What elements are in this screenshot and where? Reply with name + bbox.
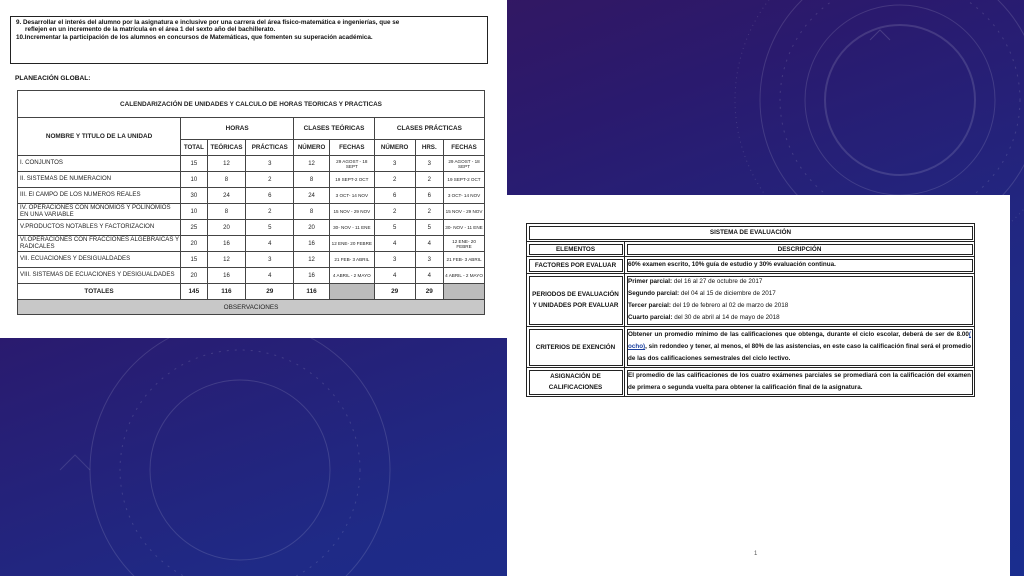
totals-hrs: 29 xyxy=(415,284,444,300)
unit-name: V.PRODUCTOS NOTABLES Y FACTORIZACION xyxy=(18,220,181,236)
cell-practicas: 4 xyxy=(246,268,294,284)
cell-numero-practicas: 2 xyxy=(374,172,415,188)
observaciones-label: OBSERVACIONES xyxy=(18,300,485,315)
header-numero: NÚMERO xyxy=(294,140,330,156)
periodo-name: Tercer parcial: xyxy=(628,302,671,309)
cell-total: 30 xyxy=(181,188,208,204)
unit-name: I. CONJUNTOS xyxy=(18,156,181,172)
cell-teoricas: 16 xyxy=(207,268,246,284)
cell-total: 15 xyxy=(181,252,208,268)
header-numero-practicas: NÚMERO xyxy=(374,140,415,156)
cell-fechas: 3 OCT- 14 NOV xyxy=(329,188,374,204)
evaluation-table xyxy=(526,223,975,397)
cell-practicas: 2 xyxy=(246,204,294,220)
unit-name: VII. ECUACIONES Y DESIGUALDADES xyxy=(18,252,181,268)
global-plan-label: PLANEACIÓN GLOBAL: xyxy=(15,75,91,82)
cell-fechas-practicas: 12 ENE- 20 FEBRE xyxy=(444,236,485,252)
cell-numero: 16 xyxy=(294,268,330,284)
header-practicas: PRÁCTICAS xyxy=(246,140,294,156)
totals-row xyxy=(18,284,485,300)
periodo-item xyxy=(628,288,971,300)
header-clases-teoricas: CLASES TEÓRICAS xyxy=(294,118,375,140)
cell-numero: 20 xyxy=(294,220,330,236)
table-row xyxy=(18,236,485,252)
cell-fechas-practicas: 4 ABRIL - 2 MAYO xyxy=(444,268,485,284)
page-number: 1 xyxy=(754,551,758,557)
totals-total: 145 xyxy=(181,284,208,300)
cell-fechas: 4 ABRIL - 2 MAYO xyxy=(329,268,374,284)
cell-total: 20 xyxy=(181,236,208,252)
cell-numero-practicas: 5 xyxy=(374,220,415,236)
table-row xyxy=(18,204,485,220)
cell-hrs: 6 xyxy=(415,188,444,204)
cell-teoricas: 24 xyxy=(207,188,246,204)
cell-practicas: 5 xyxy=(246,220,294,236)
criterios-text-a: Obtener un promedio mínimo de las calificaciones que obtenga, durante el ciclo escolar, deberá de ser de 8.00 xyxy=(628,331,969,338)
criterios-text-c: , sin redondeo y tener, al menos, el 80% de las asistencias, en este caso la calificación final será el promedio de las dos calificaciones semestrales del ciclo lectivo. xyxy=(628,343,972,362)
document-calendar xyxy=(0,0,507,338)
asignacion-label: ASIGNACIÓN DE CALIFICACIONES xyxy=(527,368,625,397)
periodo-dates: del 30 de abril al 14 de mayo de 2018 xyxy=(672,314,780,321)
cell-total: 20 xyxy=(181,268,208,284)
periodo-name: Cuarto parcial: xyxy=(628,314,673,321)
cell-total: 10 xyxy=(181,172,208,188)
cell-fechas: 21 FEB- 3 ABRIL xyxy=(329,252,374,268)
cell-fechas: 19 SEPT-2 OCT xyxy=(329,172,374,188)
header-total: TOTAL xyxy=(181,140,208,156)
totals-numero-practicas: 29 xyxy=(374,284,415,300)
cell-hrs: 3 xyxy=(415,252,444,268)
unit-name: VIII. SISTEMAS DE ECUACIONES Y DESIGUALDADES xyxy=(18,268,181,284)
table-row xyxy=(18,172,485,188)
header-fechas-practicas: FECHAS xyxy=(444,140,485,156)
unit-name: III. El CAMPO DE LOS NUMEROS REALES xyxy=(18,188,181,204)
header-elementos: ELEMENTOS xyxy=(527,242,625,257)
table-row xyxy=(18,188,485,204)
calendar-table xyxy=(17,90,485,315)
factores-label: FACTORES POR EVALUAR xyxy=(527,257,625,274)
cell-numero: 8 xyxy=(294,204,330,220)
cell-practicas: 4 xyxy=(246,236,294,252)
observaciones-row xyxy=(18,300,485,315)
cell-total: 25 xyxy=(181,220,208,236)
table-row xyxy=(18,252,485,268)
periodo-name: Primer parcial: xyxy=(628,278,673,285)
cell-numero-practicas: 3 xyxy=(374,156,415,172)
cell-teoricas: 8 xyxy=(207,172,246,188)
criterios-text xyxy=(625,327,975,368)
cell-numero: 12 xyxy=(294,156,330,172)
unit-name: VI.OPERACIONES CON FRACCIONES ALGEBRAICAS Y RADICALES xyxy=(18,236,181,252)
table-row xyxy=(18,220,485,236)
cell-fechas-practicas: 3 OCT- 14 NOV xyxy=(444,188,485,204)
cell-numero: 16 xyxy=(294,236,330,252)
cell-hrs: 2 xyxy=(415,172,444,188)
cell-fechas-practicas: 19 SEPT-2 OCT xyxy=(444,172,485,188)
row-asignacion xyxy=(527,368,975,397)
cell-numero-practicas: 4 xyxy=(374,268,415,284)
cell-fechas-practicas: 21 FEB- 3 ABRIL xyxy=(444,252,485,268)
cell-fechas-practicas: 30- NOV - 11 ENE xyxy=(444,220,485,236)
calendar-title: CALENDARIZACIÓN DE UNIDADES Y CALCULO DE HORAS TEORICAS Y PRACTICAS xyxy=(18,91,485,118)
periodos-list xyxy=(625,274,975,327)
cell-practicas: 3 xyxy=(246,156,294,172)
cell-teoricas: 20 xyxy=(207,220,246,236)
periodo-dates: del 16 al 27 de octubre de 2017 xyxy=(672,278,763,285)
cell-total: 10 xyxy=(181,204,208,220)
header-fechas: FECHAS xyxy=(329,140,374,156)
row-factores xyxy=(527,257,975,274)
cell-teoricas: 16 xyxy=(207,236,246,252)
header-teoricas: TEÓRICAS xyxy=(207,140,246,156)
unit-name: II. SISTEMAS DE NUMERACION xyxy=(18,172,181,188)
evaluation-title: SISTEMA DE EVALUACIÓN xyxy=(527,224,975,242)
cell-numero-practicas: 4 xyxy=(374,236,415,252)
cell-numero-practicas: 3 xyxy=(374,252,415,268)
criterios-label: CRITERIOS DE EXENCIÓN xyxy=(527,327,625,368)
periodo-dates: del 04 al 15 de diciembre de 2017 xyxy=(679,290,776,297)
header-clases-practicas: CLASES PRÁCTICAS xyxy=(374,118,484,140)
periodos-label: PERIODOS DE EVALUACIÓN Y UNIDADES POR EVALUAR xyxy=(527,274,625,327)
asignacion-text: El promedio de las calificaciones de los cuatro exámenes parciales se promediará con la calificación del examen de primera o segunda vuelta para obtener la calificación final de la asignatura. xyxy=(625,368,975,397)
header-hrs: HRS. xyxy=(415,140,444,156)
header-unit-name: NOMBRE Y TITULO DE LA UNIDAD xyxy=(18,118,181,156)
header-descripcion: DESCRIPCIÓN xyxy=(625,242,975,257)
cell-numero-practicas: 2 xyxy=(374,204,415,220)
cell-fechas: 12 ENE- 20 FEBRE xyxy=(329,236,374,252)
cell-hrs: 2 xyxy=(415,204,444,220)
header-horas: HORAS xyxy=(181,118,294,140)
totals-practicas: 29 xyxy=(246,284,294,300)
cell-total: 15 xyxy=(181,156,208,172)
cell-practicas: 2 xyxy=(246,172,294,188)
cell-teoricas: 12 xyxy=(207,252,246,268)
cell-practicas: 3 xyxy=(246,252,294,268)
periodo-item xyxy=(628,276,971,288)
periodo-name: Segundo parcial: xyxy=(628,290,680,297)
cell-fechas: 15 NOV - 29 NOV xyxy=(329,204,374,220)
totals-fechas-practicas-empty xyxy=(444,284,485,300)
cell-fechas-practicas: 15 NOV - 29 NOV xyxy=(444,204,485,220)
cell-hrs: 3 xyxy=(415,156,444,172)
cell-teoricas: 12 xyxy=(207,156,246,172)
table-row xyxy=(18,268,485,284)
objective-9-line1: 9. Desarrollar el interés del alumno por la asignatura e inclusive por una carrera del área físico-matemática e ingenierías, que se xyxy=(16,19,400,26)
totals-teoricas: 116 xyxy=(207,284,246,300)
cell-hrs: 4 xyxy=(415,236,444,252)
totals-label: TOTALES xyxy=(18,284,181,300)
unit-name: IV. OPERACIONES CON MONOMIOS Y POLINOMIOS EN UNA VARIABLE xyxy=(18,204,181,220)
cell-teoricas: 8 xyxy=(207,204,246,220)
cell-practicas: 6 xyxy=(246,188,294,204)
cell-fechas: 30- NOV - 11 ENE xyxy=(329,220,374,236)
periodo-item xyxy=(628,300,971,312)
totals-numero: 116 xyxy=(294,284,330,300)
totals-fechas-empty xyxy=(329,284,374,300)
cell-fechas: 29 AGOST - 18 SEPT xyxy=(329,156,374,172)
row-periodos xyxy=(527,274,975,327)
objective-10: 10.Incrementar la participación de los alumnos en concursos de Matemáticas, que fomenten su superación académica. xyxy=(16,33,373,41)
cell-numero: 8 xyxy=(294,172,330,188)
periodo-dates: del 19 de febrero al 02 de marzo de 2018 xyxy=(670,302,789,309)
row-criterios xyxy=(527,327,975,368)
cell-hrs: 5 xyxy=(415,220,444,236)
criterios-text-b: ( ocho) xyxy=(628,331,972,350)
factores-text: 60% examen escrito, 10% guía de estudio y 30% evaluación continua. xyxy=(625,257,975,274)
cell-numero-practicas: 6 xyxy=(374,188,415,204)
cell-numero: 12 xyxy=(294,252,330,268)
document-evaluation xyxy=(507,195,1010,576)
periodo-item xyxy=(628,312,971,324)
cell-fechas-practicas: 29 AGOST - 18 SEPT xyxy=(444,156,485,172)
table-row xyxy=(18,156,485,172)
cell-numero: 24 xyxy=(294,188,330,204)
objectives-box xyxy=(10,16,488,64)
cell-hrs: 4 xyxy=(415,268,444,284)
objective-9-line2: reflejen en un incremento de la matrícula en el área 1 del sexto año del bachillerato. xyxy=(25,26,276,34)
